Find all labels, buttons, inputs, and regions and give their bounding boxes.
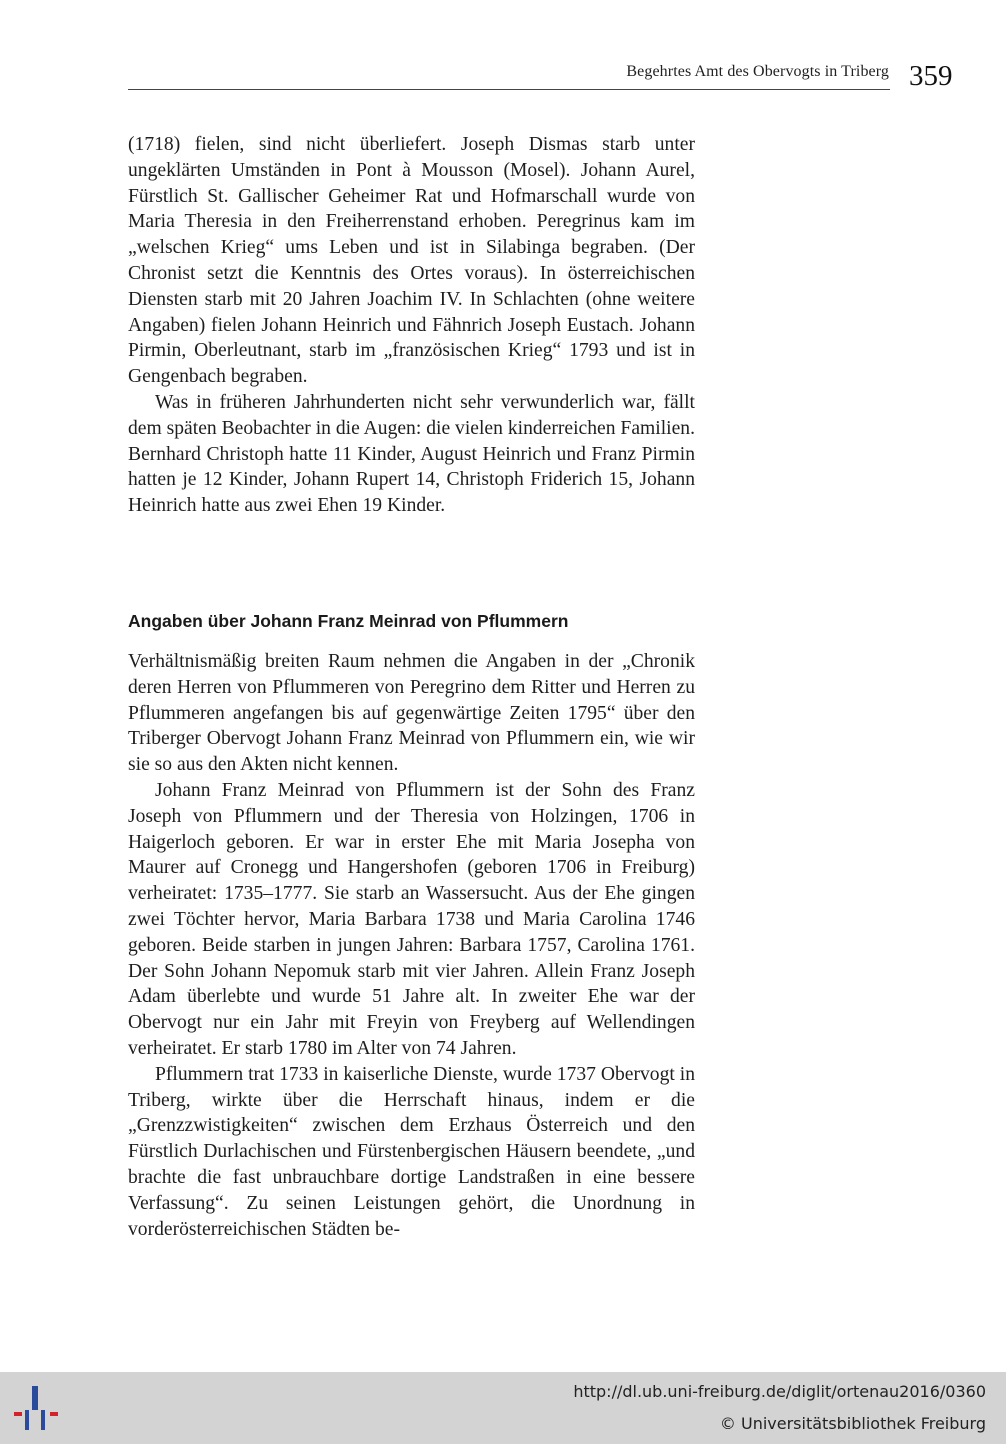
footer-bar	[0, 1372, 1006, 1444]
paragraph: (1718) fielen, sind nicht überliefert. Joseph Dismas starb unter ungeklärten Umständen in Pont à Mousson (Mosel). Johann Aurel, Fürstlich St. Gallischer Geheimer Rat und Hofmarschall wurde von Maria Theresia in den Freiherrenstand erhoben. Peregrinus kam im „welschen Krieg“ ums Leben und ist in Silabinga begraben. (Der Chronist setzt die Kenntnis des Ortes voraus). In österreichischen Diensten starb mit 20 Jahren Joachim IV. In Schlachten (ohne weitere Angaben) fielen Johann Heinrich und Fähnrich Joseph Eustach. Johann Pirmin, Oberleutnant, starb im „französischen Krieg“ 1793 und ist in Gengenbach begraben.	[128, 134, 695, 388]
header-rule	[128, 89, 890, 90]
source-url-link[interactable]: http://dl.ub.uni-freiburg.de/diglit/ortenau2016/0360	[573, 1382, 986, 1401]
library-logo-icon	[12, 1384, 64, 1434]
copyright-notice: © Universitätsbibliothek Freiburg	[719, 1414, 986, 1433]
paragraph: Pflummern trat 1733 in kaiserliche Dienste, wurde 1737 Obervogt in Triberg, wirkte über die Herrschaft hinaus, indem er die „Grenzzwistigkeiten“ zwischen dem Erzhaus Österreich und den Fürstlich Durlachischen und Fürstenbergischen Häusern beendete, „und brachte die fast unbrauchbare dortige Landstraßen in eine bessere Verfassung“. Zu seinen Leistungen gehört, die Unordnung in vorderösterreichischen Städten be-	[128, 1063, 695, 1240]
running-title: Begehrtes Amt des Obervogts in Triberg	[626, 63, 889, 80]
section-heading: Angaben über Johann Franz Meinrad von Pflummern	[128, 611, 569, 631]
paragraph: Was in früheren Jahrhunderten nicht sehr verwunderlich war, fällt dem späten Beobachter in die Augen: die vielen kinderreichen Familien. Bernhard Christoph hatte 11 Kinder, August Heinrich und Franz Pirmin hatten je 12 Kinder, Johann Rupert 14, Christoph Friderich 15, Johann Heinrich hatte aus zwei Ehen 19 Kinder.	[128, 391, 695, 517]
body-text-section	[128, 649, 695, 1242]
paragraph: Verhältnismäßig breiten Raum nehmen die Angaben in der „Chronik deren Herren von Pflummeren von Peregrino dem Ritter und Herren zu Pflummeren angefangen bis auf gegenwärtige Zeiten 1795“ über den Triberger Obervogt Johann Franz Meinrad von Pflummern ein, wie wir sie so aus den Akten nicht kennen.	[128, 651, 695, 776]
paragraph: Johann Franz Meinrad von Pflummern ist der Sohn des Franz Joseph von Pflummern und der Theresia von Holzingen, 1706 in Haigerloch geboren. Er war in erster Ehe mit Maria Josepha von Maurer auf Cronegg und Hangershofen (geboren 1706 in Freiburg) verheiratet: 1735–1777. Sie starb an Wassersucht. Aus der Ehe gingen zwei Töchter hervor, Maria Barbara 1738 und Maria Carolina 1746 geboren. Beide starben in jungen Jahren: Barbara 1757, Carolina 1761. Der Sohn Johann Nepomuk starb mit vier Jahren. Allein Franz Joseph Adam überlebte und wurde 51 Jahre alt. In zweiter Ehe war der Obervogt nur ein Jahr mit Freyin von Freyberg auf Wellendingen verheiratet. Er starb 1780 im Alter von 74 Jahren.	[128, 779, 695, 1059]
page-number: 359	[909, 60, 953, 92]
body-text-top	[128, 132, 695, 519]
